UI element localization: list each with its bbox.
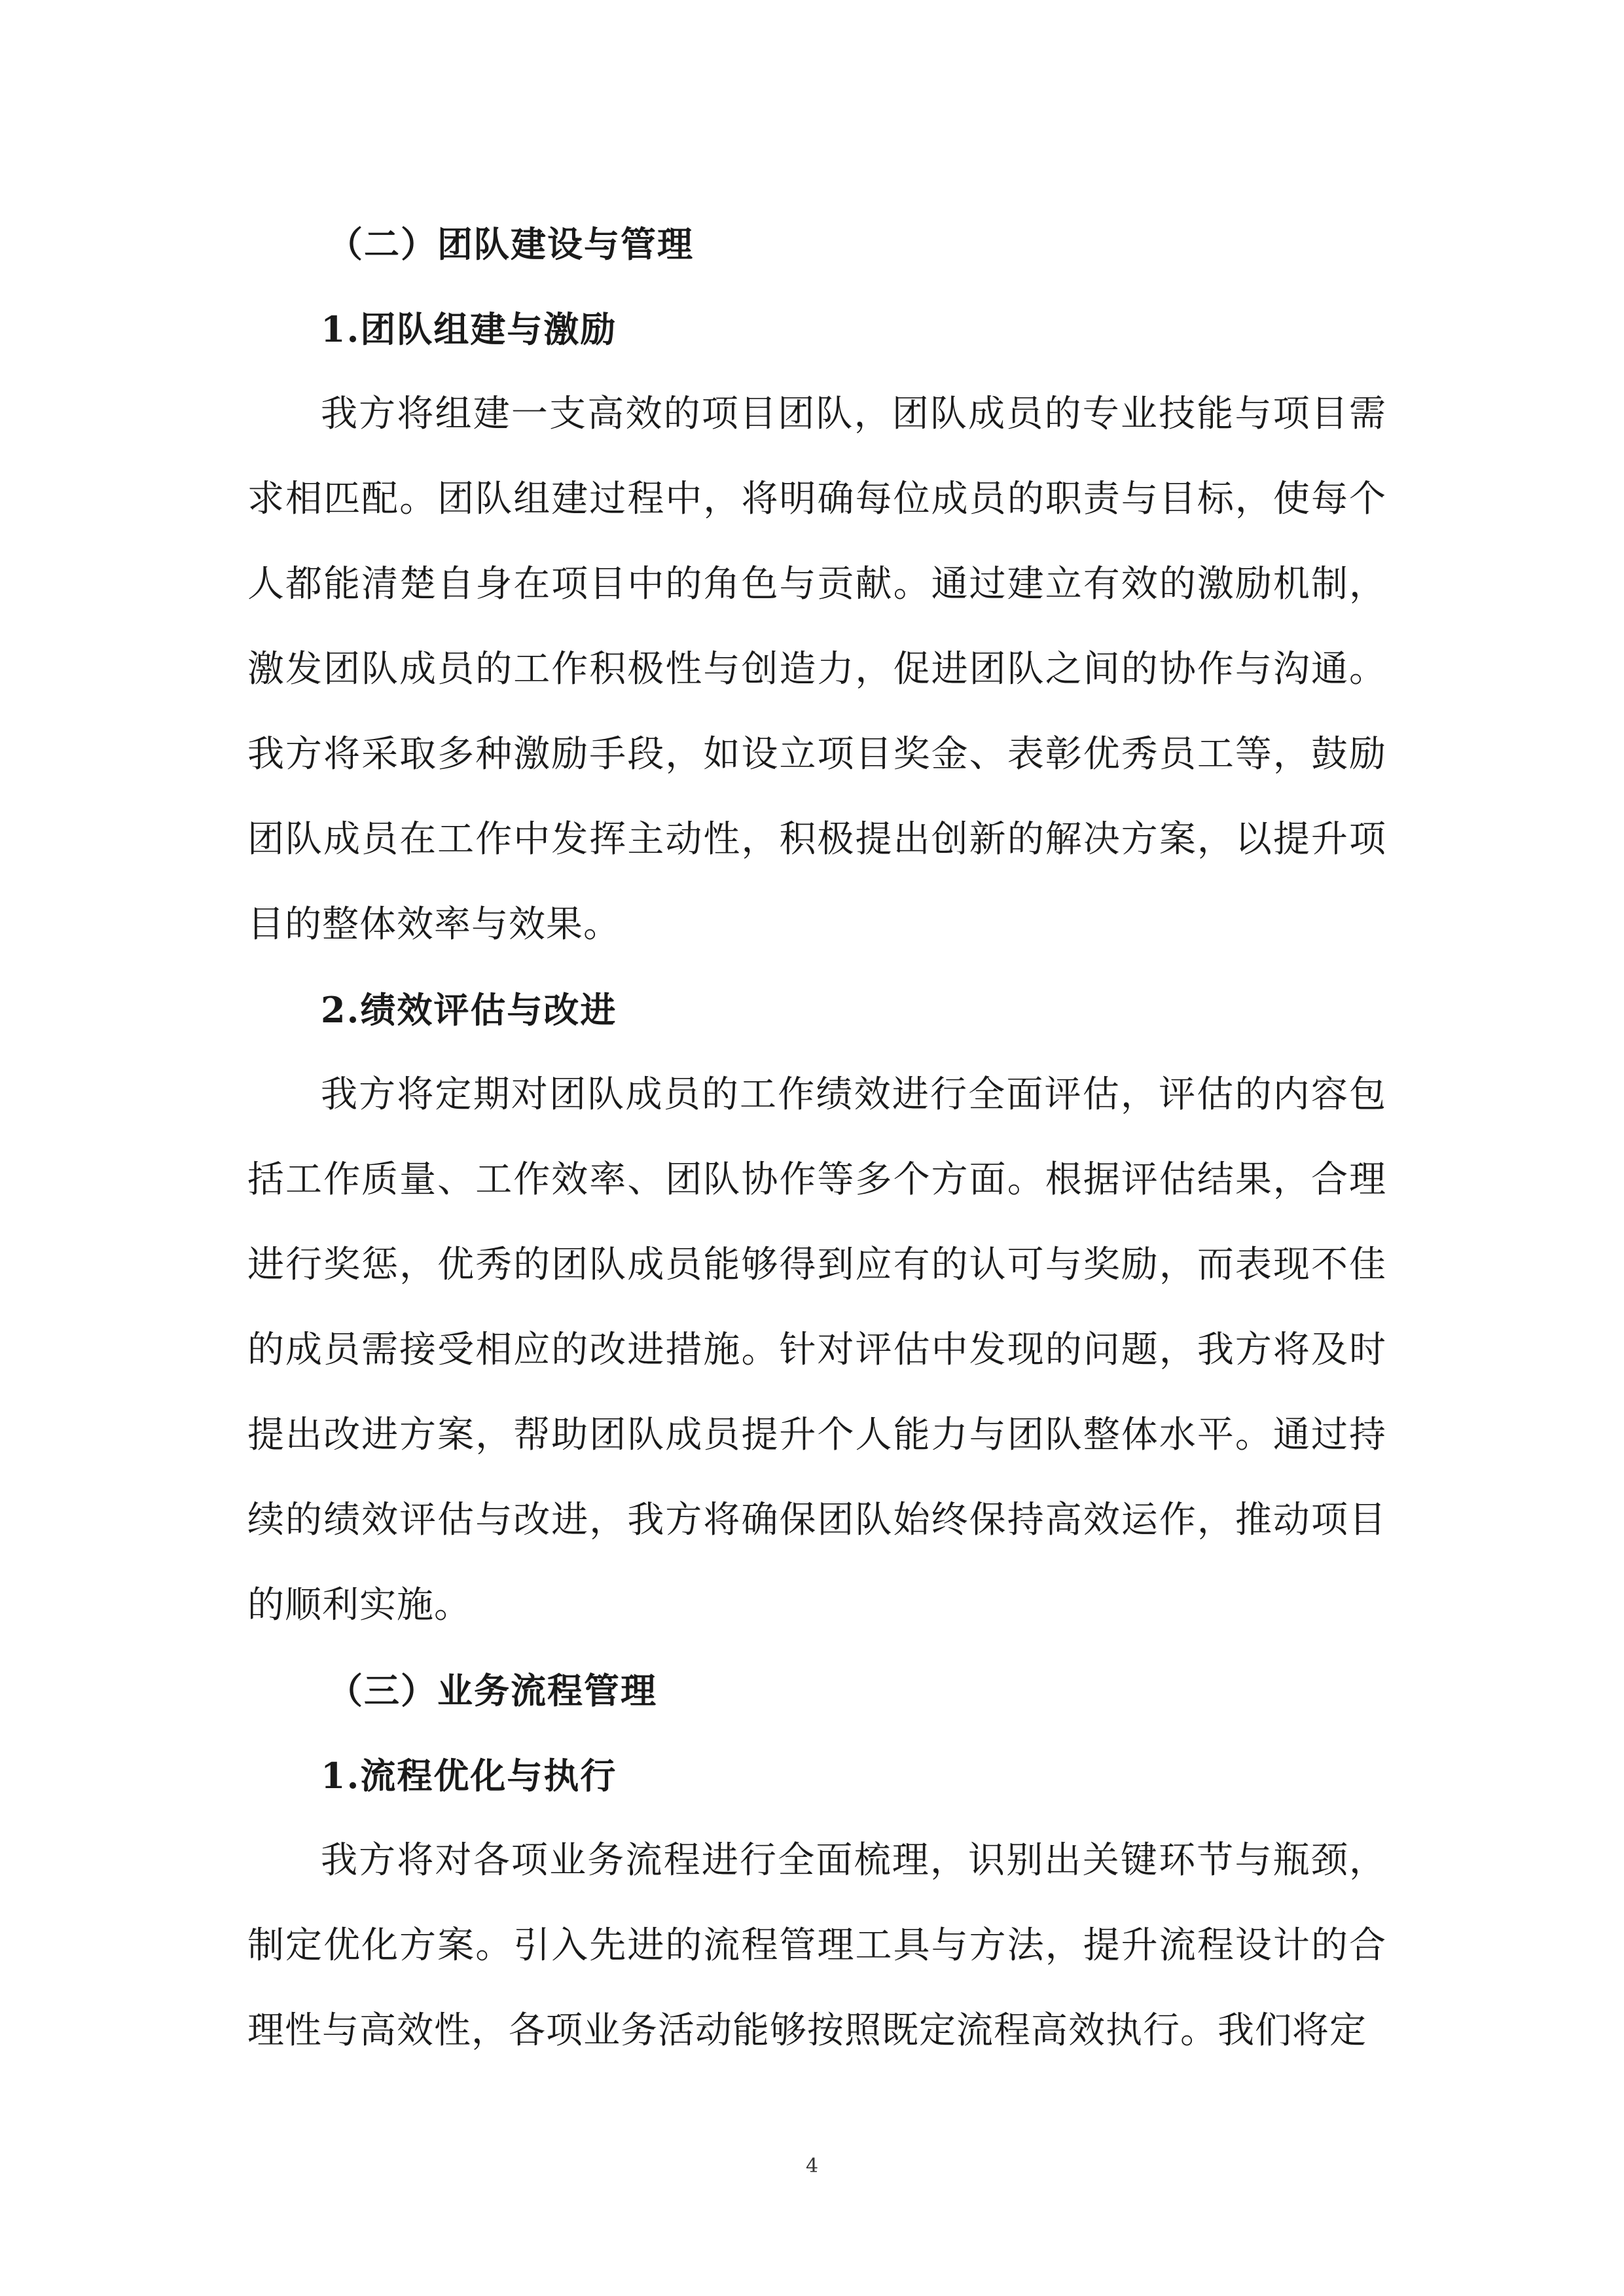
subsection-heading-process-optimization: 1.流程优化与执行: [321, 1755, 617, 1797]
section-heading-process-management: （三）业务流程管理: [327, 1670, 657, 1712]
subsection-heading-team-formation: 1.团队组建与激励: [321, 308, 617, 350]
paragraph-team-formation: 我方将组建一支高效的项目团队，团队成员的专业技能与项目需求相匹配。团队组建过程中，将明确每位成员的职责与目标，使每个人都能清楚自身在项目中的角色与贡献。通过建立有效的激励机制，激发团队成员的工作积极性与创造力，促进团队之间的协作与沟通。我方将采取多种激励手段，如设立项目奖金、表彰优秀员工等，鼓励团队成员在工作中发挥主动性，积极提出创新的解决方案，以提升项目的整体效率与效果。: [247, 393, 1386, 946]
subsection-heading-performance: 2.绩效评估与改进: [321, 989, 617, 1031]
paragraph-performance: 我方将定期对团队成员的工作绩效进行全面评估，评估的内容包括工作质量、工作效率、团队协作等多个方面。根据评估结果，合理进行奖惩，优秀的团队成员能够得到应有的认可与奖励，而表现不佳的成员需接受相应的改进措施。针对评估中发现的问题，我方将及时提出改进方案，帮助团队成员提升个人能力与团队整体水平。通过持续的绩效评估与改进，我方将确保团队始终保持高效运作，推动项目的顺利实施。: [247, 1073, 1386, 1626]
page-number: 4: [805, 2155, 819, 2178]
section-heading-team-building: （二）团队建设与管理: [327, 223, 694, 265]
page-content: [247, 202, 1386, 2073]
paragraph-process-optimization: 我方将对各项业务流程进行全面梳理，识别出关键环节与瓶颈，制定优化方案。引入先进的流程管理工具与方法，提升流程设计的合理性与高效性，各项业务活动能够按照既定流程高效执行。我们将定: [247, 1839, 1386, 2052]
